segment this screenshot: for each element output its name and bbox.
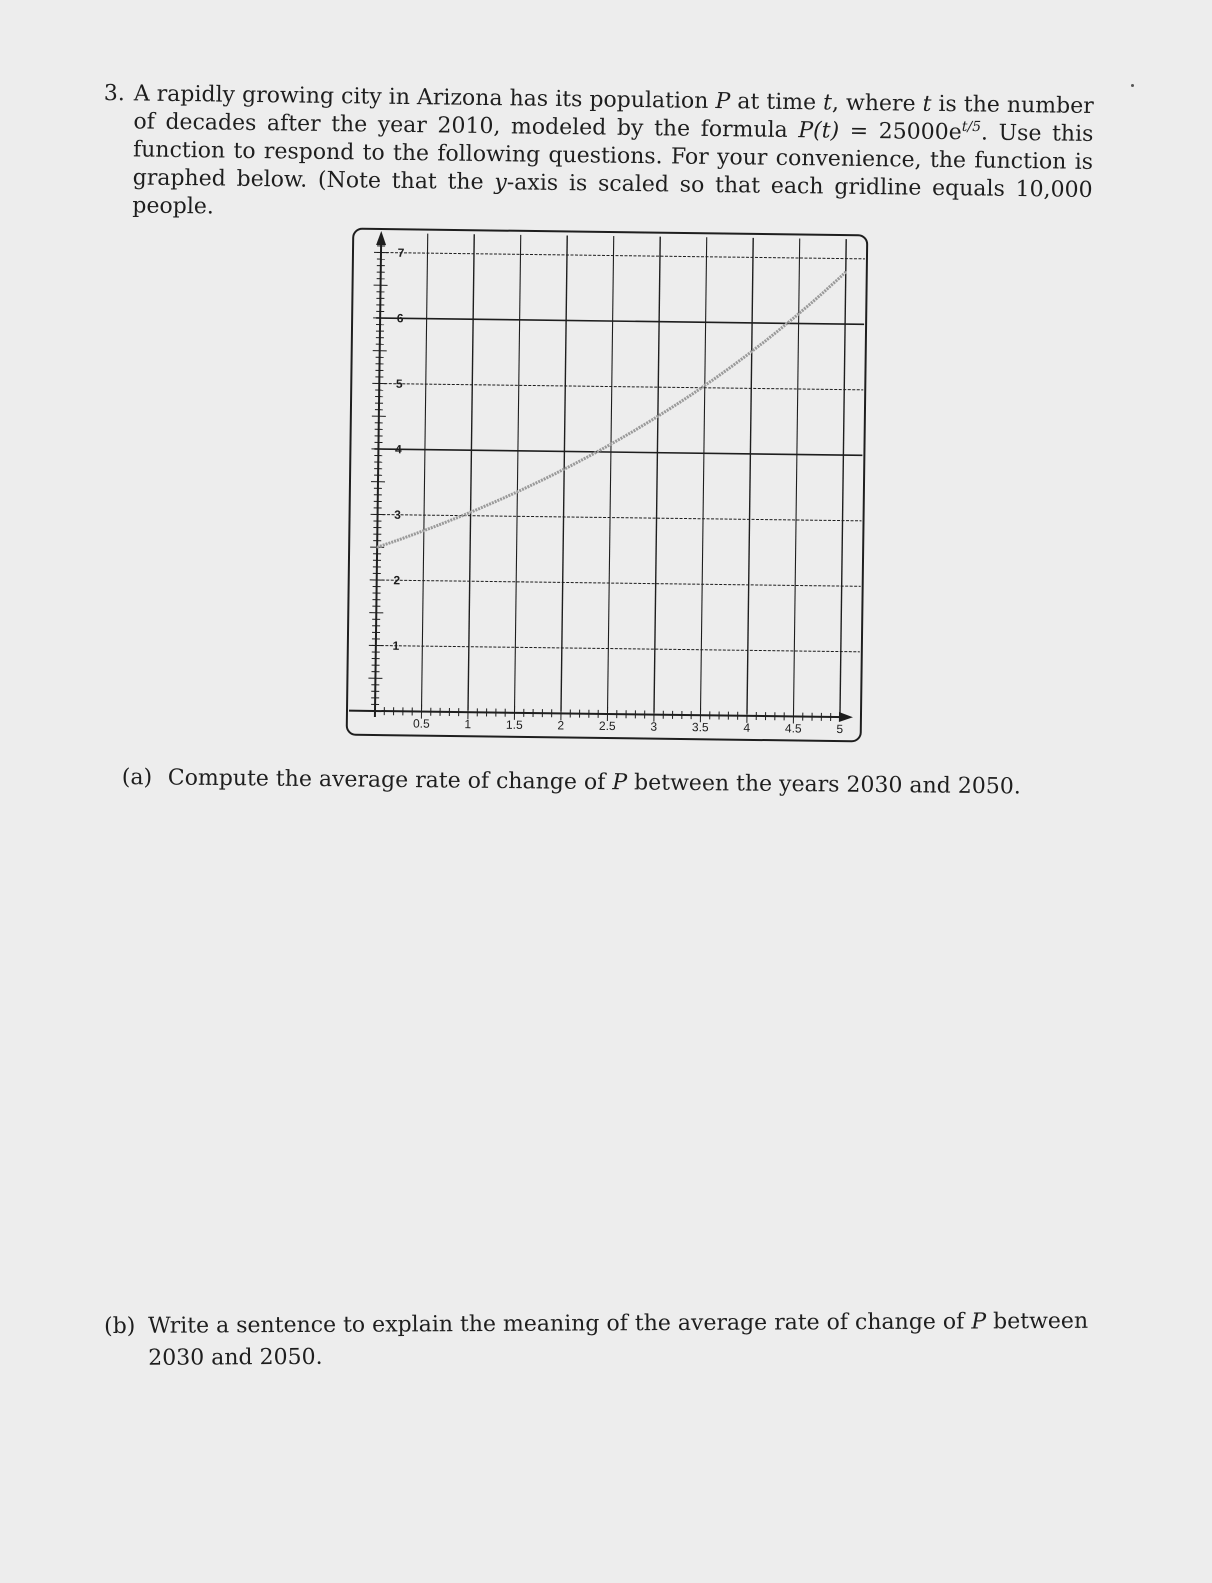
- v-gridline: [654, 237, 660, 713]
- x-tick-label: 3: [650, 719, 658, 734]
- y-tick-label: 7: [397, 245, 405, 260]
- at-time-text: at time: [730, 89, 824, 116]
- x-tick-label: 3.5: [691, 720, 709, 735]
- x-tick-label: 5: [836, 722, 844, 737]
- var-t: t: [822, 90, 833, 116]
- h-gridline: [373, 580, 861, 586]
- x-tick-label: 1: [464, 717, 472, 732]
- y-tick-label: 1: [392, 638, 400, 653]
- part-b: [104, 1306, 1094, 1375]
- h-gridline: [372, 645, 860, 651]
- x-tick-label: 4.5: [784, 721, 802, 736]
- x-axis-arrow: [839, 712, 853, 722]
- y-tick-label: 6: [396, 311, 404, 326]
- part-b-question: [148, 1306, 1094, 1375]
- part-a-var-p: P: [612, 770, 628, 796]
- part-b-text-after: between 2030 and 2050.: [148, 1308, 1089, 1371]
- v-gridline: [608, 236, 614, 712]
- v-gridline: [840, 239, 846, 715]
- problem-statement: [132, 80, 1094, 233]
- instructions-text: . Use this function to respond to the following questions. For your convenience, the function is graphed below. (Note that the: [132, 120, 1094, 196]
- y-tick-label: 3: [394, 507, 402, 522]
- v-gridline: [422, 234, 428, 710]
- formula-exponent: t/5: [961, 118, 982, 136]
- part-b-text-before: Write a sentence to explain the meaning of the average rate of change of: [148, 1309, 972, 1339]
- intro-text: A rapidly growing city in Arizona has its population: [133, 81, 716, 115]
- part-b-label: (b): [104, 1313, 136, 1339]
- chart-svg: [341, 219, 874, 748]
- x-tick-label: 2.5: [598, 718, 616, 734]
- v-gridline: [468, 234, 474, 710]
- var-t-2: t: [922, 91, 932, 117]
- where-text: , where: [831, 90, 923, 117]
- x-tick-label: 4: [743, 720, 751, 735]
- v-gridline: [747, 238, 753, 714]
- formula-lhs: P(t): [798, 118, 840, 144]
- v-gridline: [561, 235, 567, 711]
- formula-rhs: = 25000e: [838, 118, 962, 146]
- stray-mark: [1131, 84, 1134, 87]
- v-gridline: [793, 239, 799, 715]
- x-tick-label: 1.5: [505, 717, 523, 732]
- part-a: [122, 762, 1022, 803]
- problem-number: 3.: [103, 80, 125, 107]
- part-a-text-after: between the years 2030 and 2050.: [626, 770, 1021, 800]
- h-gridline: [374, 514, 862, 520]
- v-gridline: [700, 237, 706, 713]
- x-tick-label: 2: [557, 718, 565, 733]
- y-tick-label: 5: [395, 376, 403, 391]
- v-gridline: [515, 235, 521, 711]
- var-y: y: [494, 170, 507, 196]
- y-tick-label: 2: [393, 573, 401, 588]
- note-text: -axis is scaled so that each gridline equals 10,000 people.: [132, 170, 1093, 220]
- part-a-question: [168, 762, 1022, 803]
- y-axis-arrow: [376, 231, 386, 245]
- h-gridline: [374, 449, 862, 455]
- problem-3: [102, 80, 1094, 233]
- var-p: P: [715, 89, 731, 115]
- part-a-label: (a): [121, 764, 153, 791]
- population-graph: [341, 219, 874, 748]
- y-tick-label: 4: [394, 442, 402, 457]
- h-gridline: [375, 383, 863, 389]
- x-tick-label: 0.5: [412, 716, 430, 731]
- part-b-var-p: P: [971, 1309, 987, 1335]
- part-a-text-before: Compute the average rate of change of: [167, 765, 613, 796]
- decades-text: is the number of decades after the year 2010, modeled by the formula: [133, 91, 1094, 144]
- h-gridline: [377, 252, 865, 258]
